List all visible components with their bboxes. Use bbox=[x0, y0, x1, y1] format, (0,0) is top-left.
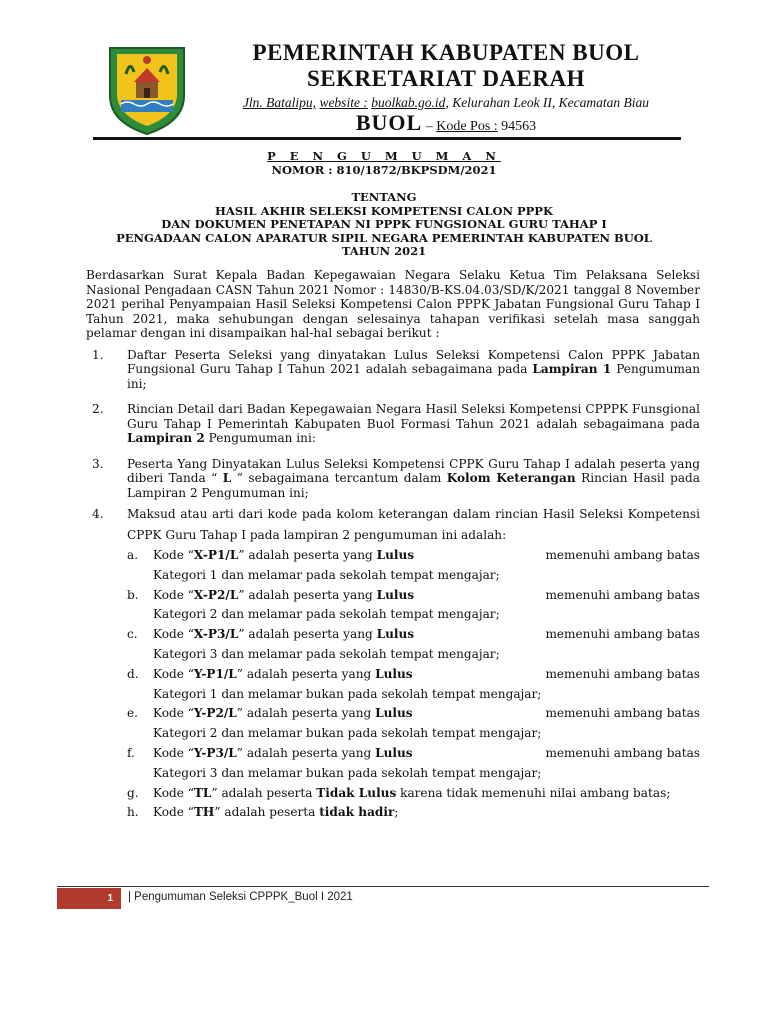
announcement-body bbox=[86, 268, 700, 823]
code-item bbox=[127, 625, 700, 665]
city-name: BUOL bbox=[355, 110, 423, 135]
list-item-text: Rincian Detail dari Badan Kepegawaian Negara Hasil Seleksi Kompetensi CPPPK Funsgional Guru Tahap I Pemerintah Kabupaten Buol Formasi Tahun 2021 adalah sebagaimana pada bbox=[127, 402, 700, 431]
list-item-bold: Lampiran 2 bbox=[127, 431, 205, 445]
code-value: X-P3/L bbox=[193, 627, 239, 642]
code-status: Lulus bbox=[375, 745, 413, 760]
letterhead-city-line: BUOL – Kode Pos : 94563 bbox=[355, 110, 537, 135]
code-status: Lulus bbox=[376, 548, 415, 562]
code-prefix: Kode “ bbox=[153, 706, 194, 721]
letterhead-subtitle: SEKRETARIAT DAERAH bbox=[306, 66, 586, 91]
code-status: Lulus bbox=[375, 706, 413, 721]
list-item bbox=[86, 504, 700, 823]
code-rest: memenuhi ambang batas bbox=[545, 706, 700, 721]
list-item-mid: ” sebagaimana tercantum dalam bbox=[231, 471, 447, 485]
list-item-text: Maksud atau arti dari kode pada kolom keterangan dalam rincian Hasil Seleksi Kompetensi CPPK Guru Tahap I pada lampiran 2 pengumuman ini adalah: bbox=[127, 507, 700, 542]
postal-label: Kode Pos : bbox=[436, 119, 498, 134]
code-line2: Kategori 2 dan melamar pada sekolah tempat mengajar; bbox=[153, 607, 500, 622]
code-letter: a. bbox=[127, 548, 139, 562]
code-rest: memenuhi ambang batas bbox=[545, 587, 700, 602]
code-rest: memenuhi ambang batas bbox=[545, 548, 700, 562]
code-letter: f. bbox=[127, 745, 135, 760]
announcement-number: NOMOR : 810/1872/BKPSDM/2021 bbox=[271, 162, 497, 177]
letterhead-title: PEMERINTAH KABUPATEN BUOL bbox=[252, 40, 640, 65]
code-item bbox=[127, 704, 700, 744]
announcement-heading bbox=[0, 150, 768, 259]
code-desc: ” adalah peserta yang bbox=[238, 627, 377, 642]
code-desc: ” adalah peserta yang bbox=[236, 745, 376, 760]
footer-divider bbox=[57, 886, 709, 887]
code-rest: ; bbox=[394, 805, 399, 820]
letterhead bbox=[0, 0, 768, 140]
code-item bbox=[127, 744, 700, 784]
code-status: Lulus bbox=[375, 666, 413, 681]
code-item bbox=[127, 546, 700, 586]
list-item-tail: Pengumuman ini; bbox=[127, 362, 701, 391]
code-line2: Kategori 1 dan melamar pada sekolah tempat mengajar; bbox=[153, 567, 500, 582]
code-value: TH bbox=[193, 805, 215, 820]
code-prefix: Kode “ bbox=[153, 627, 194, 642]
address-street: Jln. Batalipu, bbox=[242, 95, 317, 110]
code-prefix: Kode “ bbox=[153, 548, 194, 562]
code-value: X-P1/L bbox=[193, 548, 239, 562]
heading-subject-4: TAHUN 2021 bbox=[341, 244, 427, 258]
footer-title: | Pengumuman Seleksi CPPPK_Buol I 2021 bbox=[128, 891, 353, 903]
code-desc: ” adalah peserta yang bbox=[238, 548, 377, 562]
buol-regency-emblem-icon bbox=[104, 44, 190, 136]
list-item-text: Peserta Yang Dinyatakan Lulus Seleksi Kompetensi CPPK Guru Tahap I adalah peserta yang diberi Tanda “ bbox=[127, 456, 700, 485]
code-prefix: Kode “ bbox=[153, 587, 194, 602]
list-item-bold: Kolom Keterangan bbox=[446, 471, 576, 485]
list-item-tail: Rincian Hasil pada Lampiran 2 Pengumuman ini; bbox=[127, 471, 700, 500]
code-line2: Kategori 3 dan melamar bukan pada sekolah tempat mengajar; bbox=[153, 765, 542, 780]
code-status: Tidak Lulus bbox=[316, 785, 397, 800]
code-value: Y-P1/L bbox=[193, 666, 237, 681]
code-desc: ” adalah peserta yang bbox=[236, 666, 376, 681]
intro-paragraph: Berdasarkan Surat Kepala Badan Kepegawaian Negara Selaku Ketua Tim Pelaksana Seleksi Nasional Pengadaan CASN Tahun 2021 Nomor : 14830/B-KS.04.03/SD/K/2021 tanggal 8 November 2021 perihal Penyampaian Hasil Seleksi Kompetensi Calon PPPK Jabatan Fungsional Guru Tahap I Tahun 2021, maka sehubungan dengan selesainya tahapan verifikasi setelah masa sanggah pelamar dengan ini disampaikan hal-hal sebagai berikut : bbox=[86, 268, 700, 340]
code-line2: Kategori 2 dan melamar bukan pada sekolah tempat mengajar; bbox=[153, 726, 542, 741]
code-list bbox=[127, 546, 700, 823]
heading-subject-3: PENGADAAN CALON APARATUR SIPIL NEGARA PEMERINTAH KABUPATEN BUOL bbox=[116, 230, 652, 245]
code-rest: memenuhi ambang batas bbox=[545, 745, 700, 760]
code-letter: b. bbox=[127, 587, 139, 602]
list-item bbox=[86, 348, 700, 392]
code-value: TL bbox=[193, 785, 212, 800]
list-item bbox=[86, 402, 700, 446]
code-line2: Kategori 1 dan melamar bukan pada sekolah tempat mengajar; bbox=[153, 686, 542, 701]
list-item-bold: Lampiran 1 bbox=[532, 362, 612, 376]
code-desc: ” adalah peserta bbox=[214, 805, 320, 820]
list-item-number: 2. bbox=[92, 402, 104, 416]
page-number-badge: 1 bbox=[57, 888, 121, 909]
list-item-tail: Pengumuman ini: bbox=[204, 431, 316, 445]
code-prefix: Kode “ bbox=[153, 745, 194, 760]
code-prefix: Kode “ bbox=[153, 666, 194, 681]
postal-code: 94563 bbox=[501, 119, 537, 134]
code-desc: ” adalah peserta bbox=[211, 785, 317, 800]
code-letter: e. bbox=[127, 706, 139, 721]
code-item bbox=[127, 586, 700, 626]
code-rest: memenuhi ambang batas bbox=[545, 666, 700, 681]
announcement-title: P E N G U M U M A N bbox=[267, 149, 501, 163]
heading-subject-1: HASIL AKHIR SELEKSI KOMPETENSI CALON PPPK bbox=[215, 203, 553, 218]
address-website-label: website : bbox=[319, 95, 368, 110]
code-value: X-P2/L bbox=[193, 587, 239, 602]
list-item-number: 1. bbox=[92, 347, 104, 362]
code-rest: karena tidak memenuhi nilai ambang batas; bbox=[396, 785, 671, 800]
code-prefix: Kode “ bbox=[153, 785, 194, 800]
code-status: Lulus bbox=[376, 587, 415, 602]
code-value: Y-P2/L bbox=[193, 706, 237, 721]
code-letter: d. bbox=[127, 666, 139, 681]
code-desc: ” adalah peserta yang bbox=[236, 706, 376, 721]
list-item bbox=[86, 457, 700, 501]
code-status: Lulus bbox=[376, 627, 415, 642]
list-item-bold-mark: L bbox=[222, 471, 232, 485]
code-desc: ” adalah peserta yang bbox=[238, 587, 377, 602]
code-letter: g. bbox=[127, 785, 139, 800]
code-item bbox=[127, 665, 700, 705]
letterhead-divider bbox=[93, 137, 681, 140]
code-item bbox=[127, 784, 700, 804]
list-item-number: 3. bbox=[92, 456, 104, 471]
list-item-number: 4. bbox=[92, 507, 104, 521]
numbered-list bbox=[86, 348, 700, 824]
address-website-link[interactable]: buolkab.go.id bbox=[371, 95, 446, 110]
code-value: Y-P3/L bbox=[193, 745, 237, 760]
code-letter: h. bbox=[127, 805, 139, 820]
code-line2: Kategori 3 dan melamar pada sekolah tempat mengajar; bbox=[153, 646, 500, 661]
code-status: tidak hadir bbox=[319, 805, 395, 820]
code-item bbox=[127, 803, 700, 823]
code-letter: c. bbox=[127, 627, 138, 642]
heading-tentang: TENTANG bbox=[351, 190, 417, 204]
heading-subject-2: DAN DOKUMEN PENETAPAN NI PPPK FUNGSIONAL GURU TAHAP I bbox=[161, 217, 607, 231]
address-rest: , Kelurahan Leok II, Kecamatan Biau bbox=[445, 95, 650, 110]
code-rest: memenuhi ambang batas bbox=[545, 627, 700, 642]
list-item-text: Daftar Peserta Seleksi yang dinyatakan Lulus Seleksi Kompetensi Calon PPPK Jabatan Fungsional Guru Tahap I Tahun 2021 adalah sebagaimana pada bbox=[127, 347, 700, 376]
code-prefix: Kode “ bbox=[153, 805, 194, 820]
